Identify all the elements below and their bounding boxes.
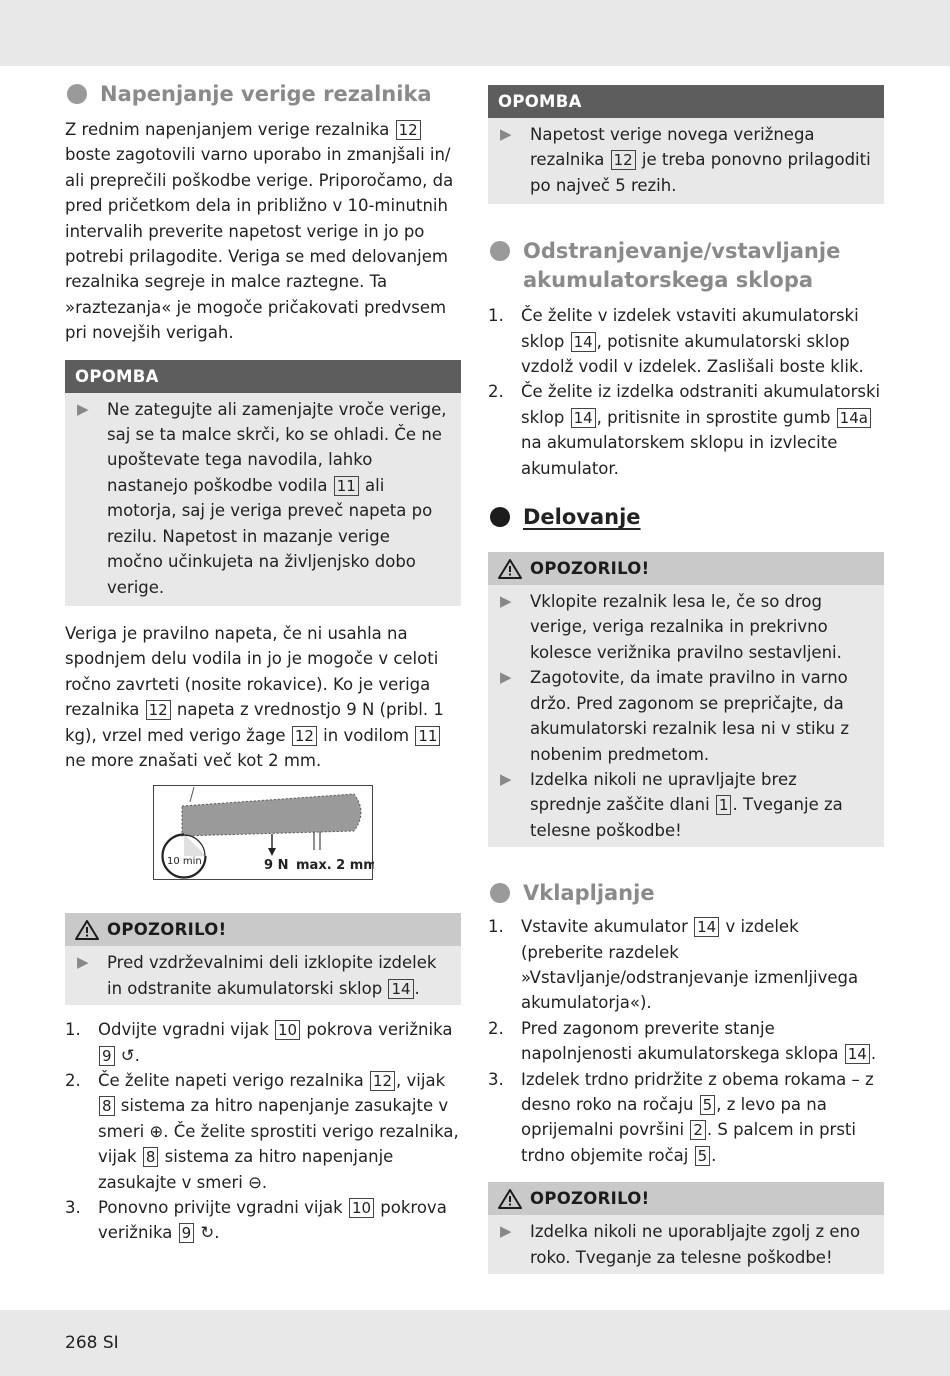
note-box	[65, 360, 461, 606]
gap-label: max. 2 mm	[296, 858, 374, 874]
part-reference: 14	[388, 979, 413, 999]
top-margin-band	[0, 0, 950, 66]
force-label: 9 N	[264, 858, 289, 874]
warning-triangle-icon	[75, 919, 99, 941]
part-reference: 12	[611, 150, 636, 170]
warning-item: ▶ Izdelka nikoli ne upravljajte brez sprednje zaščite dlani 1 . Tveganje za telesne poškodbe!	[500, 767, 872, 843]
arrow-bullet-icon: ▶	[500, 668, 512, 687]
heading-bullet-icon	[490, 507, 510, 527]
part-reference: 14a	[837, 408, 871, 428]
list-item: 3. Ponovno privijte vgradni vijak 10 pokrova verižnika 9 ↻.	[65, 1198, 447, 1243]
note-item	[500, 122, 872, 198]
part-reference: 5	[700, 1095, 716, 1115]
heading-bullet-icon	[67, 84, 87, 104]
part-reference: 11	[415, 726, 440, 746]
part-reference: 11	[334, 476, 359, 496]
part-reference: 9	[99, 1046, 115, 1066]
arrow-bullet-icon: ▶	[500, 592, 512, 611]
section-heading-chain-tension	[65, 80, 461, 109]
part-reference: 14	[571, 332, 596, 352]
part-reference: 12	[146, 700, 171, 720]
part-reference: 12	[396, 120, 421, 140]
note-item-text: Napetost verige novega verižnega rezalnika 12 je treba ponovno prilagoditi po največ 5 rezih.	[530, 125, 871, 195]
battery-steps-list	[488, 303, 884, 481]
part-reference: 10	[349, 1198, 374, 1218]
part-reference: 10	[275, 1020, 300, 1040]
intro-paragraph: Z rednim napenjanjem verige rezalnika 12 boste zagotovili varno uporabo in zmanjšali in/ ali preprečili poškodbe verige. Priporočamo, da pred pričetkom dela in približno v 10-minutnih intervalih preverite napetost verige in jo po potrebi prilagodite. Veriga se med delovanjem rezalnika segreje in malce raztegne. Ta »raztezanja« je mogoče pričakovati predvsem pri novejših verigah.	[65, 120, 454, 343]
warning-box	[488, 1182, 884, 1274]
warning-item: ▶ Izdelka nikoli ne uporabljajte zgolj z eno roko. Tveganje za telesne poškodbe!	[500, 1219, 872, 1270]
heading-text: Vklapljanje	[523, 881, 655, 906]
switch-on-steps-list	[488, 914, 884, 1168]
heading-text: Odstranjevanje/vstavljanje akumulatorskega sklopa	[523, 239, 841, 293]
part-reference: 12	[292, 726, 317, 746]
section-heading-switch-on	[488, 879, 884, 908]
part-reference: 9	[179, 1223, 195, 1243]
arrow-bullet-icon: ▶	[500, 769, 512, 788]
warning-label: OPOZORILO!	[530, 1189, 650, 1209]
warning-triangle-icon	[498, 1188, 522, 1210]
warning-triangle-icon	[498, 558, 522, 580]
right-column	[488, 85, 884, 1274]
part-reference: 14	[571, 408, 596, 428]
warning-label: OPOZORILO!	[107, 920, 227, 940]
note-item-text: Ne zategujte ali zamenjajte vroče verige, saj se ta malce skrči, ko se ohladi. Če ne upoštevate tega navodila, lahko nastanejo poškodbe vodila 11 ali motorja, saj je veriga preveč napeta po rezilu. Napetost in mazanje verige močno učinkujeta na življenjsko dobo verige.	[107, 399, 447, 597]
tension-paragraph: Veriga je pravilno napeta, če ni usahla na spodnjem delu vodila in jo je mogoče v celoti ročno zavrteti (nosite rokavice). Ko je veriga rezalnika 12 napeta z vrednostjo 9 N (pribl. 1 kg), vrzel med verigo žage 12 in vodilom 11 ne more znašati več kot 2 mm.	[65, 623, 444, 770]
heading-text: Delovanje	[523, 505, 641, 530]
guide-bar-illustration	[154, 786, 374, 881]
warning-item: ▶ Vklopite rezalnik lesa le, če so drog verige, veriga rezalnika in prekrivno kolesce verižnika pravilno sestavljeni.	[500, 589, 872, 665]
warning-header	[65, 913, 461, 946]
warning-item-text: Pred vzdrževalnimi deli izklopite izdelek in odstranite akumulatorski sklop 14 .	[107, 953, 437, 998]
warning-label: OPOZORILO!	[530, 559, 650, 579]
warning-box	[65, 913, 461, 1005]
list-item: 2. Če želite iz izdelka odstraniti akumulatorski sklop 14 , pritisnite in sprostite gumb 14a na akumulatorskem sklopu in izvlecite akumulator.	[488, 382, 881, 478]
list-item: 1. Odvijte vgradni vijak 10 pokrova verižnika 9 ↺.	[65, 1020, 453, 1065]
note-item	[77, 397, 449, 600]
arrow-bullet-icon: ▶	[77, 399, 89, 418]
warning-box	[488, 552, 884, 847]
bottom-margin-band	[0, 1310, 950, 1376]
heading-text: Napenjanje verige rezalnika	[100, 82, 432, 106]
list-item: 1. Vstavite akumulator 14 v izdelek (preberite razdelek »Vstavljanje/odstranjevanje izmenljivega akumulatorja«).	[488, 917, 859, 1013]
chain-tension-figure	[153, 785, 373, 880]
left-column	[65, 80, 461, 1246]
heading-bullet-icon	[490, 241, 510, 261]
arrow-bullet-icon: ▶	[500, 1222, 512, 1241]
note-box	[488, 85, 884, 204]
part-reference: 12	[370, 1071, 395, 1091]
part-reference: 5	[695, 1146, 711, 1166]
section-heading-operation	[488, 503, 884, 532]
clock-label: 10 min	[167, 856, 202, 868]
warning-header	[488, 1182, 884, 1215]
note-header: OPOMBA	[488, 85, 884, 118]
part-reference: 14	[845, 1044, 870, 1064]
part-reference: 2	[690, 1120, 706, 1140]
list-item: 2. Če želite napeti verigo rezalnika 12 , vijak 8 sistema za hitro napenjanje zasukajte v smeri ⊕. Če želite sprostiti verigo rezalnika, vijak 8 sistema za hitro napenjanje zasukajte v smeri ⊖.	[65, 1070, 459, 1192]
list-item: 2. Pred zagonom preverite stanje napolnjenosti akumulatorskega sklopa 14 .	[488, 1018, 877, 1064]
page-number: 268 SI	[65, 1333, 119, 1353]
heading-bullet-icon	[490, 883, 510, 903]
list-item: 1. Če želite v izdelek vstaviti akumulatorski sklop 14 , potisnite akumulatorski sklop vzdolž vodil v izdelek. Zaslišali boste klik.	[488, 306, 864, 377]
part-reference: 8	[143, 1147, 159, 1167]
note-header: OPOMBA	[65, 360, 461, 393]
warning-item	[77, 950, 449, 1001]
section-heading-battery	[488, 237, 884, 295]
arrow-bullet-icon: ▶	[500, 125, 512, 143]
tension-steps-list	[65, 1017, 461, 1246]
part-reference: 1	[716, 795, 732, 815]
warning-header	[488, 552, 884, 585]
part-reference: 14	[694, 917, 719, 937]
list-item: 3. Izdelek trdno pridržite z obema rokama – z desno roko na ročaju 5 , z levo pa na oprijemalni površini 2 . S palcem in prsti trdno objemite ročaj 5 .	[488, 1069, 874, 1165]
part-reference: 8	[99, 1096, 115, 1116]
arrow-bullet-icon: ▶	[77, 953, 89, 972]
warning-item: ▶ Zagotovite, da imate pravilno in varno držo. Pred zagonom se prepričajte, da akumulatorski rezalnik lesa ni v stiku z nobenim predmetom.	[500, 665, 872, 767]
